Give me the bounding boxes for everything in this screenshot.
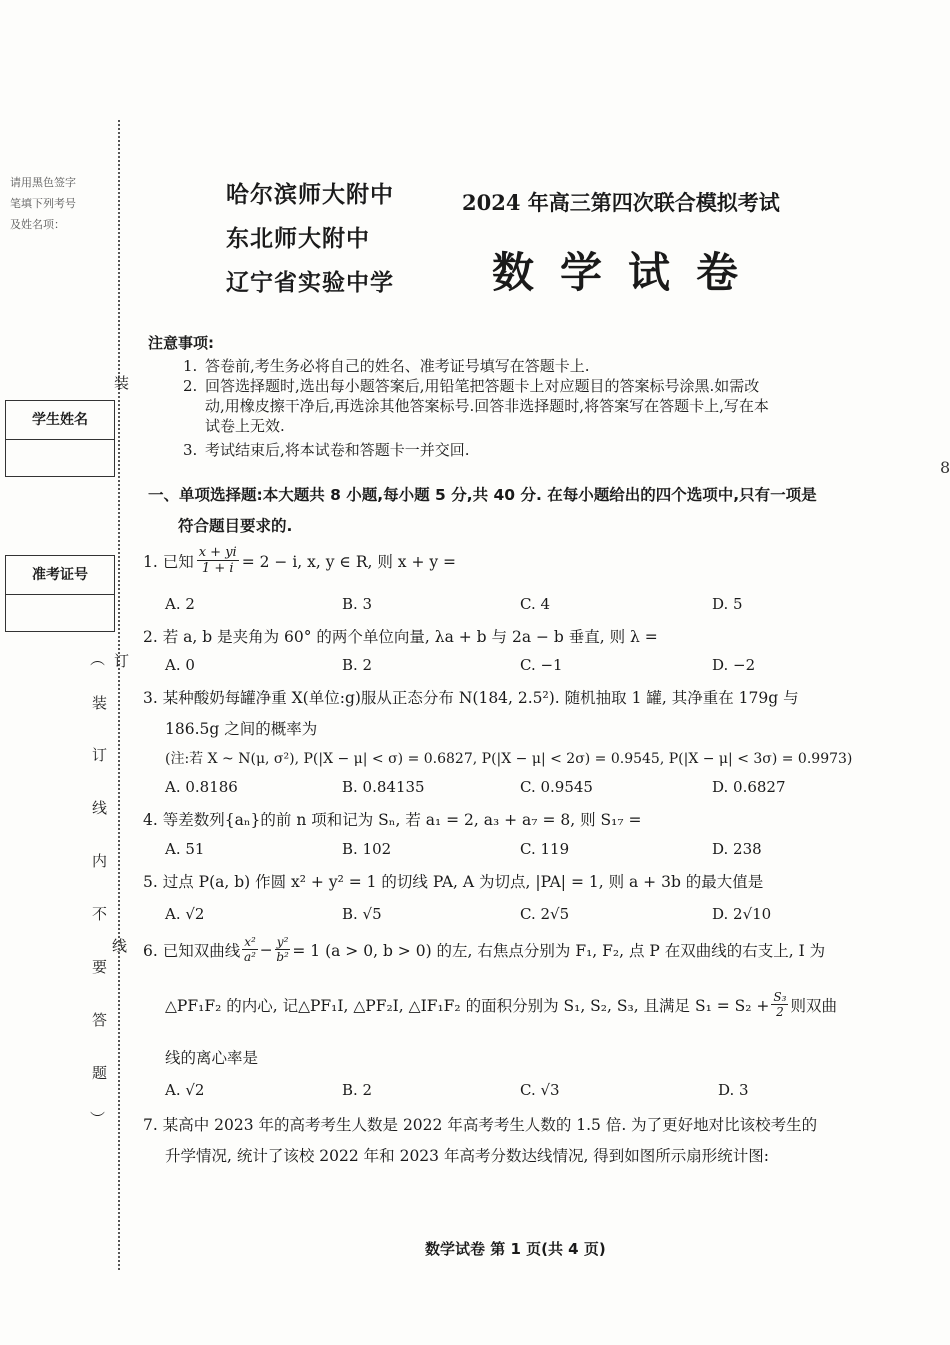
option-c[interactable]: C. √3 xyxy=(520,1081,560,1099)
vertical-warning-char: 装 xyxy=(92,694,108,712)
notes-heading: 注意事项: xyxy=(148,334,214,352)
school-name: 辽宁省实验中学 xyxy=(226,270,394,296)
note-number: 3. xyxy=(183,441,198,459)
question-6-cont xyxy=(165,990,905,1019)
subject-title: 数学试卷 xyxy=(492,248,765,297)
question-3: 3. 某种酸奶每罐净重 X(单位:g)服从正态分布 N(184, 2.5²). 随机抽取 1 罐, 其净重在 179g 与 xyxy=(143,689,799,707)
student-name-field[interactable] xyxy=(6,440,114,476)
option-d[interactable]: D. 3 xyxy=(718,1081,749,1099)
fraction-denominator: 2 xyxy=(776,1005,784,1019)
option-a[interactable]: A. 0 xyxy=(165,656,195,674)
student-name-label: 学生姓名 xyxy=(6,401,114,440)
fraction xyxy=(242,935,258,964)
sidebar-note-line: 笔填下列考号 xyxy=(10,197,76,210)
question-text: = 1 (a > 0, b > 0) 的左, 右焦点分别为 F₁, F₂, 点 P 在双曲线的右支上, I 为 xyxy=(292,941,826,960)
fraction-numerator: y² xyxy=(276,935,289,949)
vertical-warning-char: 订 xyxy=(92,746,108,764)
option-b[interactable]: B. 102 xyxy=(342,840,392,858)
vertical-warning-char: 要 xyxy=(92,958,108,976)
option-c[interactable]: C. −1 xyxy=(520,656,563,674)
note-text: 答卷前,考生务必将自己的姓名、准考证号填写在答题卡上. xyxy=(205,357,590,375)
fraction xyxy=(275,935,291,964)
bracket-open: ︵ xyxy=(90,650,106,668)
note-text: 回答选择题时,选出每小题答案后,用铅笔把答题卡上对应题目的答案标号涂黑.如需改 xyxy=(205,377,760,395)
option-b[interactable]: B. √5 xyxy=(342,905,382,923)
school-name: 哈尔滨师大附中 xyxy=(226,182,394,208)
option-c[interactable]: C. 4 xyxy=(520,595,551,613)
section-heading-cont: 符合题目要求的. xyxy=(178,517,293,535)
cut-mark: 装 xyxy=(114,374,130,392)
vertical-warning-char: 不 xyxy=(92,905,108,923)
note-number: 1. xyxy=(183,357,198,375)
question-2: 2. 若 a, b 是夹角为 60° 的两个单位向量, λa + b 与 2a − b 垂直, 则 λ = xyxy=(143,628,658,646)
question-3-cont: 186.5g 之间的概率为 xyxy=(165,720,318,738)
question-7-cont: 升学情况, 统计了该校 2022 年和 2023 年高考分数达线情况, 得到如图所示扇形统计图: xyxy=(165,1147,770,1165)
option-c[interactable]: C. 0.9545 xyxy=(520,778,593,796)
question-text: − xyxy=(259,940,273,959)
option-a[interactable]: A. 51 xyxy=(165,840,205,858)
option-d[interactable]: D. 0.6827 xyxy=(712,778,786,796)
question-text: 则双曲 xyxy=(790,996,837,1015)
fraction xyxy=(197,545,239,576)
note-continuation: 试卷上无效. xyxy=(205,417,285,435)
fraction-numerator: x² xyxy=(244,935,256,949)
question-7: 7. 某高中 2023 年的高考考生人数是 2022 年高考考生人数的 1.5 倍. 为了更好地对比该校考生的 xyxy=(143,1116,818,1134)
bracket-close: ︶ xyxy=(90,1110,106,1128)
school-name: 东北师大附中 xyxy=(226,226,370,252)
option-b[interactable]: B. 2 xyxy=(342,1081,373,1099)
note-item xyxy=(183,356,898,376)
option-d[interactable]: D. 2√10 xyxy=(712,905,772,923)
option-b[interactable]: B. 2 xyxy=(342,656,373,674)
fraction xyxy=(771,990,788,1019)
cut-mark: 线 xyxy=(112,937,128,955)
option-b[interactable]: B. 0.84135 xyxy=(342,778,425,796)
section-heading: 一、单项选择题:本大题共 8 小题,每小题 5 分,共 40 分. 在每小题给出的四个选项中,只有一项是 xyxy=(148,486,817,504)
binding-cut-line xyxy=(118,120,120,1270)
question-text: = 2 − i, x, y ∈ R, 则 x + y = xyxy=(241,552,457,571)
exam-id-box[interactable] xyxy=(5,555,115,632)
vertical-warning-char: 题 xyxy=(92,1064,108,1082)
vertical-warning-char: 答 xyxy=(92,1011,108,1029)
question-1 xyxy=(143,545,908,576)
question-6-cont: 线的离心率是 xyxy=(165,1049,259,1067)
question-text: 1. 已知 xyxy=(143,552,194,571)
option-b[interactable]: B. 3 xyxy=(342,595,373,613)
exam-id-label: 准考证号 xyxy=(6,556,114,595)
option-d[interactable]: D. −2 xyxy=(712,656,756,674)
page-footer: 数学试卷 第 1 页(共 4 页) xyxy=(425,1240,606,1258)
option-a[interactable]: A. 0.8186 xyxy=(165,778,238,796)
fraction-numerator: x + yi xyxy=(198,545,237,560)
option-a[interactable]: A. √2 xyxy=(165,905,205,923)
exam-id-field[interactable] xyxy=(6,595,114,631)
option-c[interactable]: C. 2√5 xyxy=(520,905,570,923)
note-continuation: 动,用橡皮擦干净后,再选涂其他答案标号.回答非选择题时,将答案写在答题卡上,写在本 xyxy=(205,397,769,415)
fraction-denominator: 1 + i xyxy=(201,561,234,576)
option-d[interactable]: D. 5 xyxy=(712,595,743,613)
note-text: 考试结束后,将本试卷和答题卡一并交回. xyxy=(205,441,470,459)
option-a[interactable]: A. √2 xyxy=(165,1081,205,1099)
question-5: 5. 过点 P(a, b) 作圆 x² + y² = 1 的切线 PA, A 为切点, |PA| = 1, 则 a + 3b 的最大值是 xyxy=(143,873,764,891)
exam-title: 2024 年高三第四次联合模拟考试 xyxy=(462,190,780,215)
note-item xyxy=(183,376,898,396)
question-4: 4. 等差数列{aₙ}的前 n 项和记为 Sₙ, 若 a₁ = 2, a₃ + a₇ = 8, 则 S₁₇ = xyxy=(143,811,642,829)
student-name-box[interactable] xyxy=(5,400,115,477)
note-item xyxy=(183,440,898,460)
sidebar-note-line: 及姓名项： xyxy=(10,218,65,231)
cut-mark: 订 xyxy=(114,652,130,670)
sidebar-note-line: 请用黑色签字 xyxy=(10,176,76,189)
option-d[interactable]: D. 238 xyxy=(712,840,762,858)
note-number: 2. xyxy=(183,377,198,395)
sidebar-instructions xyxy=(10,172,76,235)
page-edge-mark: 8 xyxy=(940,458,950,477)
fraction-denominator: b² xyxy=(276,950,289,964)
question-3-note: (注:若 X ~ N(μ, σ²), P(|X − μ| < σ) = 0.6827, P(|X − μ| < 2σ) = 0.9545, P(|X − μ| < 3σ) = 0.9973) xyxy=(165,751,853,767)
question-text: △PF₁F₂ 的内心, 记△PF₁I, △PF₂I, △IF₁F₂ 的面积分别为 S₁, S₂, S₃, 且满足 S₁ = S₂ + xyxy=(165,996,770,1015)
fraction-denominator: a² xyxy=(244,950,256,964)
option-c[interactable]: C. 119 xyxy=(520,840,570,858)
vertical-warning-char: 内 xyxy=(92,852,108,870)
question-text: 6. 已知双曲线 xyxy=(143,941,241,960)
option-a[interactable]: A. 2 xyxy=(165,595,195,613)
vertical-warning-char: 线 xyxy=(92,799,108,817)
question-6 xyxy=(143,935,908,964)
fraction-numerator: S₃ xyxy=(773,990,787,1004)
